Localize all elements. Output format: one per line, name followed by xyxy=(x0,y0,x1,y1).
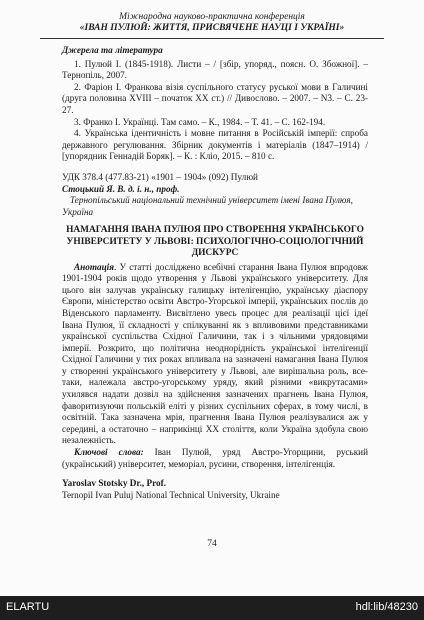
author-name: Стоцький Я. В. д. і. н., проф. xyxy=(62,183,180,194)
viewer-footer-bar xyxy=(0,596,424,620)
references-heading: Джерела та література xyxy=(62,45,163,55)
reference-item-2: 2. Фаріон І. Франкова візія суспільного статусу руської мови в Галичині (друга половина XVIII – початок XX ст.) // Дивослово. – 2007. – N3. – С. 23-27. xyxy=(62,81,368,115)
english-affiliation: Ternopil Ivan Puluj National Technical University, Ukraine xyxy=(62,489,280,500)
abstract-text: . У статті досліджено всебічні старання Івана Пулюя впродовж 1901-1904 років щодо утворення у Львові українського університету. Для цього він залучав українську галицьку інтелігенцію, українську діаспору Європи, міністерство освіти Австро-Угорської імперії, українських послів до Віденського парламенту. Висвітлено увесь процес для реалізації цієї ідеї Івана Пулюя, її складності у спілкуванні як з впливовими представниками української суспільства Східної Галичини, так і з чільними урядовцями імперії. Розкрито, що політична неоднорідність української інтелігенції Східної Галичини у тих роках впливала на зазначені намагання Івана Пулюя у створенні українського університету у Львові, але вирішальна роль, все-таки, належала австро-угорському уряду, який різними «викрутасами» ухилявся надати дозвіл на здійснення зазначених прагнень Івана Пулюя, фаворитизуючи польській еліті у різних суспільних сферах, в тому числі, в освітній. Така зазначена мрія, прагнення Івана Пулюя реалізувалися аж у середині, а остаточно – наприкінці XX століття, коли Україна здобула свою незалежність. xyxy=(62,261,368,446)
abstract-label: Анотація xyxy=(74,261,114,272)
keywords-label: Ключові слова: xyxy=(74,447,144,458)
conference-line-1: Міжнародна науково-практична конференція xyxy=(119,12,305,22)
page-content xyxy=(62,45,368,501)
article-title: НАМАГАННЯ ІВАНА ПУЛЮЯ ПРО СТВОРЕННЯ УКРАЇНСЬКОГО УНІВЕРСИТЕТУ У ЛЬВОВІ: ПСИХОЛОГІЧНО-СОЦІОЛОГІЧНИЙ ДИСКУРС xyxy=(66,225,364,259)
footer-handle-link[interactable]: hdl:lib/48230 xyxy=(355,601,418,613)
page-number: 74 xyxy=(207,539,217,549)
udk-code: УДК 378.4 (477.83-21) «1901 – 1904» (092) Пулюй xyxy=(62,171,258,182)
abstract-paragraph xyxy=(62,262,368,448)
keywords-text: Іван Пулюй, уряд Австро-Угорщини, руський (український) університет, меморіал, русини, створення, інтелігенція. xyxy=(62,447,368,469)
keywords-paragraph xyxy=(62,447,368,470)
header-rule xyxy=(40,38,384,39)
footer-repository-label: ELARTU xyxy=(6,601,50,613)
reference-item-4: 4. Українська ідентичність і мовне питання в Російській імперії: спроба державного регулювання. Збірник документів і матеріалів (1847–1914) / [упорядник Геннадій Боряк]. – К. : Кліо, 2015. – 810 с. xyxy=(62,128,368,162)
reference-item-1: 1. Пулюй І. (1845-1918). Листи – / [збір, упоряд., поясн. О. Збожної]. – Тернопіль, 2007. xyxy=(62,58,368,81)
english-author-name: Yaroslav Stotsky Dr., Prof. xyxy=(62,478,166,489)
conference-header xyxy=(40,12,384,34)
author-affiliation: Тернопільський національний технічний університет імені Івана Пулюя, Україна xyxy=(62,195,353,217)
reference-item-3: 3. Франко І. Українці. Там само. – К., 1984. – Т. 41. – С. 162-194. xyxy=(74,116,326,127)
conference-line-2: «ІВАН ПУЛЮЙ: ЖИТТЯ, ПРИСВЯЧЕНЕ НАУЦІ І УКРАЇНІ» xyxy=(79,23,345,33)
